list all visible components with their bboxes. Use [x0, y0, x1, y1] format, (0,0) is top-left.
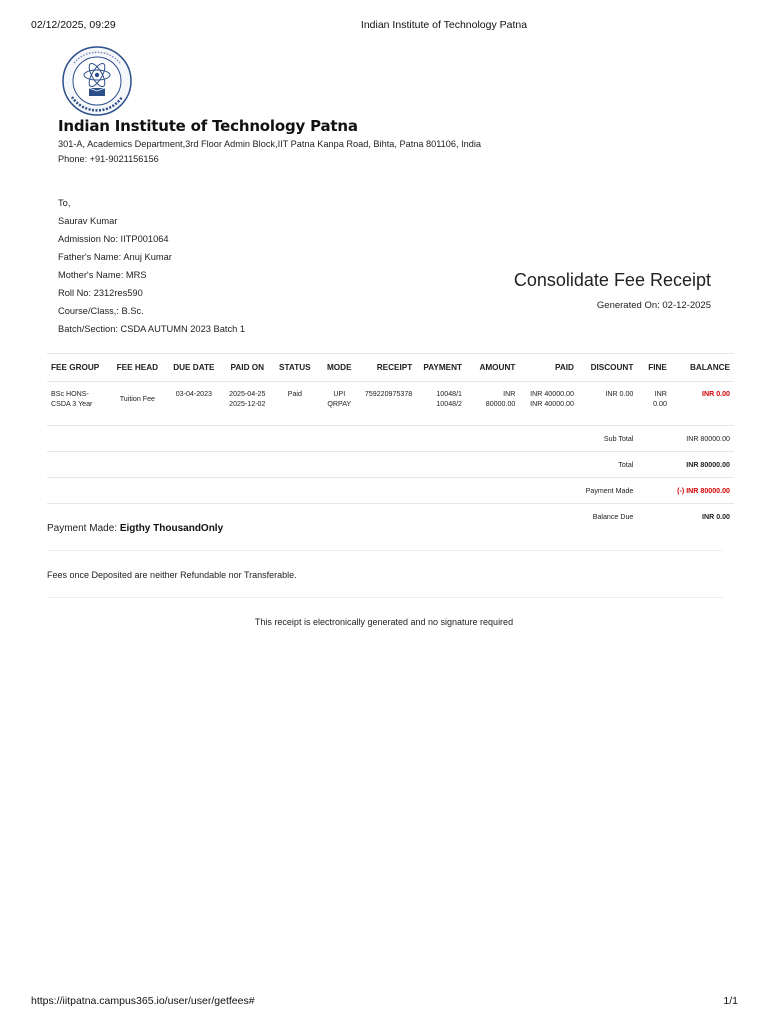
summary-value: (-) INR 80000.00 [637, 478, 734, 504]
summary-label: Total [47, 452, 637, 478]
recipient-details [58, 197, 245, 341]
cell-discount: INR 0.00 [578, 382, 637, 426]
admission-number: Admission No: IITP001064 [58, 234, 169, 244]
mother-name: Mother's Name: MRS [58, 270, 147, 280]
paid-line2: INR 40000.00 [530, 400, 574, 408]
student-name: Saurav Kumar [58, 216, 118, 226]
cell-paid [519, 382, 578, 426]
print-page-count: 1/1 [723, 995, 738, 1007]
institute-phone: Phone: +91-9021156156 [58, 154, 159, 164]
payment-line2: 10048/2 [436, 400, 463, 408]
cell-due-date: 03-04-2023 [165, 382, 222, 426]
divider [47, 597, 723, 598]
recipient-to: To, [58, 198, 71, 208]
summary-label: Balance Due [592, 512, 634, 521]
summary-row-subtotal [47, 426, 734, 452]
fee-table [47, 353, 734, 529]
col-status: STATUS [272, 354, 318, 382]
cell-receipt: 759220975378 [361, 382, 416, 426]
payment-line1: 10048/1 [436, 390, 463, 398]
cell-amount [466, 382, 519, 426]
summary-value: INR 80000.00 [637, 452, 734, 478]
summary-value: INR 0.00 [702, 512, 730, 521]
col-mode: MODE [318, 354, 361, 382]
cell-fine: INR 0.00 [637, 382, 671, 426]
amount-line2: 80000.00 [485, 400, 516, 408]
col-due-date: DUE DATE [165, 354, 222, 382]
summary-label: Payment Made [47, 478, 637, 504]
col-balance: BALANCE [671, 354, 734, 382]
mode-line2: QRPAY [327, 400, 352, 408]
payment-made-label: Payment Made: [47, 523, 120, 534]
fee-group-line2: CSDA 3 Year [51, 400, 93, 408]
summary-value: INR 80000.00 [637, 426, 734, 452]
batch-section: Batch/Section: CSDA AUTUMN 2023 Batch 1 [58, 324, 246, 334]
institute-name: Indian Institute of Technology Patna [58, 117, 358, 135]
cell-status: Paid [272, 382, 318, 426]
receipt-title: Consolidate Fee Receipt [513, 270, 711, 290]
divider [47, 550, 723, 551]
cell-paid-on [223, 382, 272, 426]
paid-line1: INR 40000.00 [530, 390, 574, 398]
col-discount: DISCOUNT [578, 354, 637, 382]
refund-note: Fees once Deposited are neither Refundable nor Transferable. [47, 570, 297, 580]
print-datetime: 02/12/2025, 09:29 [31, 19, 116, 31]
summary-row-total [47, 452, 734, 478]
col-receipt: RECEIPT [361, 354, 416, 382]
iit-patna-logo-icon [58, 45, 136, 117]
summary-label: Sub Total [47, 426, 637, 452]
print-url: https://iitpatna.campus365.io/user/user/getfees# [31, 995, 255, 1007]
payment-made-words [47, 523, 223, 534]
fee-group-line1: BSc HONS- [51, 390, 89, 398]
table-row [47, 382, 734, 426]
col-fine: FINE [637, 354, 671, 382]
cell-fee-group [47, 382, 110, 426]
col-fee-group: FEE GROUP [47, 354, 110, 382]
col-paid-on: PAID ON [223, 354, 272, 382]
paid-on-line2: 2025-12-02 [229, 400, 266, 408]
course-class: Course/Class,: B.Sc. [58, 306, 144, 316]
col-payment: PAYMENT [416, 354, 466, 382]
paid-on-line1: 2025-04-25 [229, 390, 266, 398]
institute-address: 301-A, Academics Department,3rd Floor Admin Block,IIT Patna Kanpa Road, Bihta, Patna 801106, India [58, 139, 482, 149]
summary-row-payment-made [47, 478, 734, 504]
table-header-row [47, 354, 734, 382]
cell-payment [416, 382, 466, 426]
generated-date: Generated On: 02-12-2025 [596, 300, 711, 311]
payment-made-amount-words: Eigthy ThousandOnly [119, 523, 224, 534]
roll-number: Roll No: 2312res590 [58, 288, 143, 298]
col-fee-head: FEE HEAD [110, 354, 166, 382]
father-name: Father's Name: Anuj Kumar [58, 252, 172, 262]
mode-line1: UPI [333, 390, 346, 398]
col-amount: AMOUNT [466, 354, 519, 382]
electronic-receipt-note: This receipt is electronically generated and no signature required [254, 617, 514, 627]
cell-balance: INR 0.00 [671, 382, 734, 426]
print-page-title: Indian Institute of Technology Patna [360, 19, 528, 31]
col-paid: PAID [519, 354, 578, 382]
cell-mode [318, 382, 361, 426]
cell-fee-head: Tuition Fee [110, 382, 166, 426]
amount-line1: INR [503, 390, 516, 398]
